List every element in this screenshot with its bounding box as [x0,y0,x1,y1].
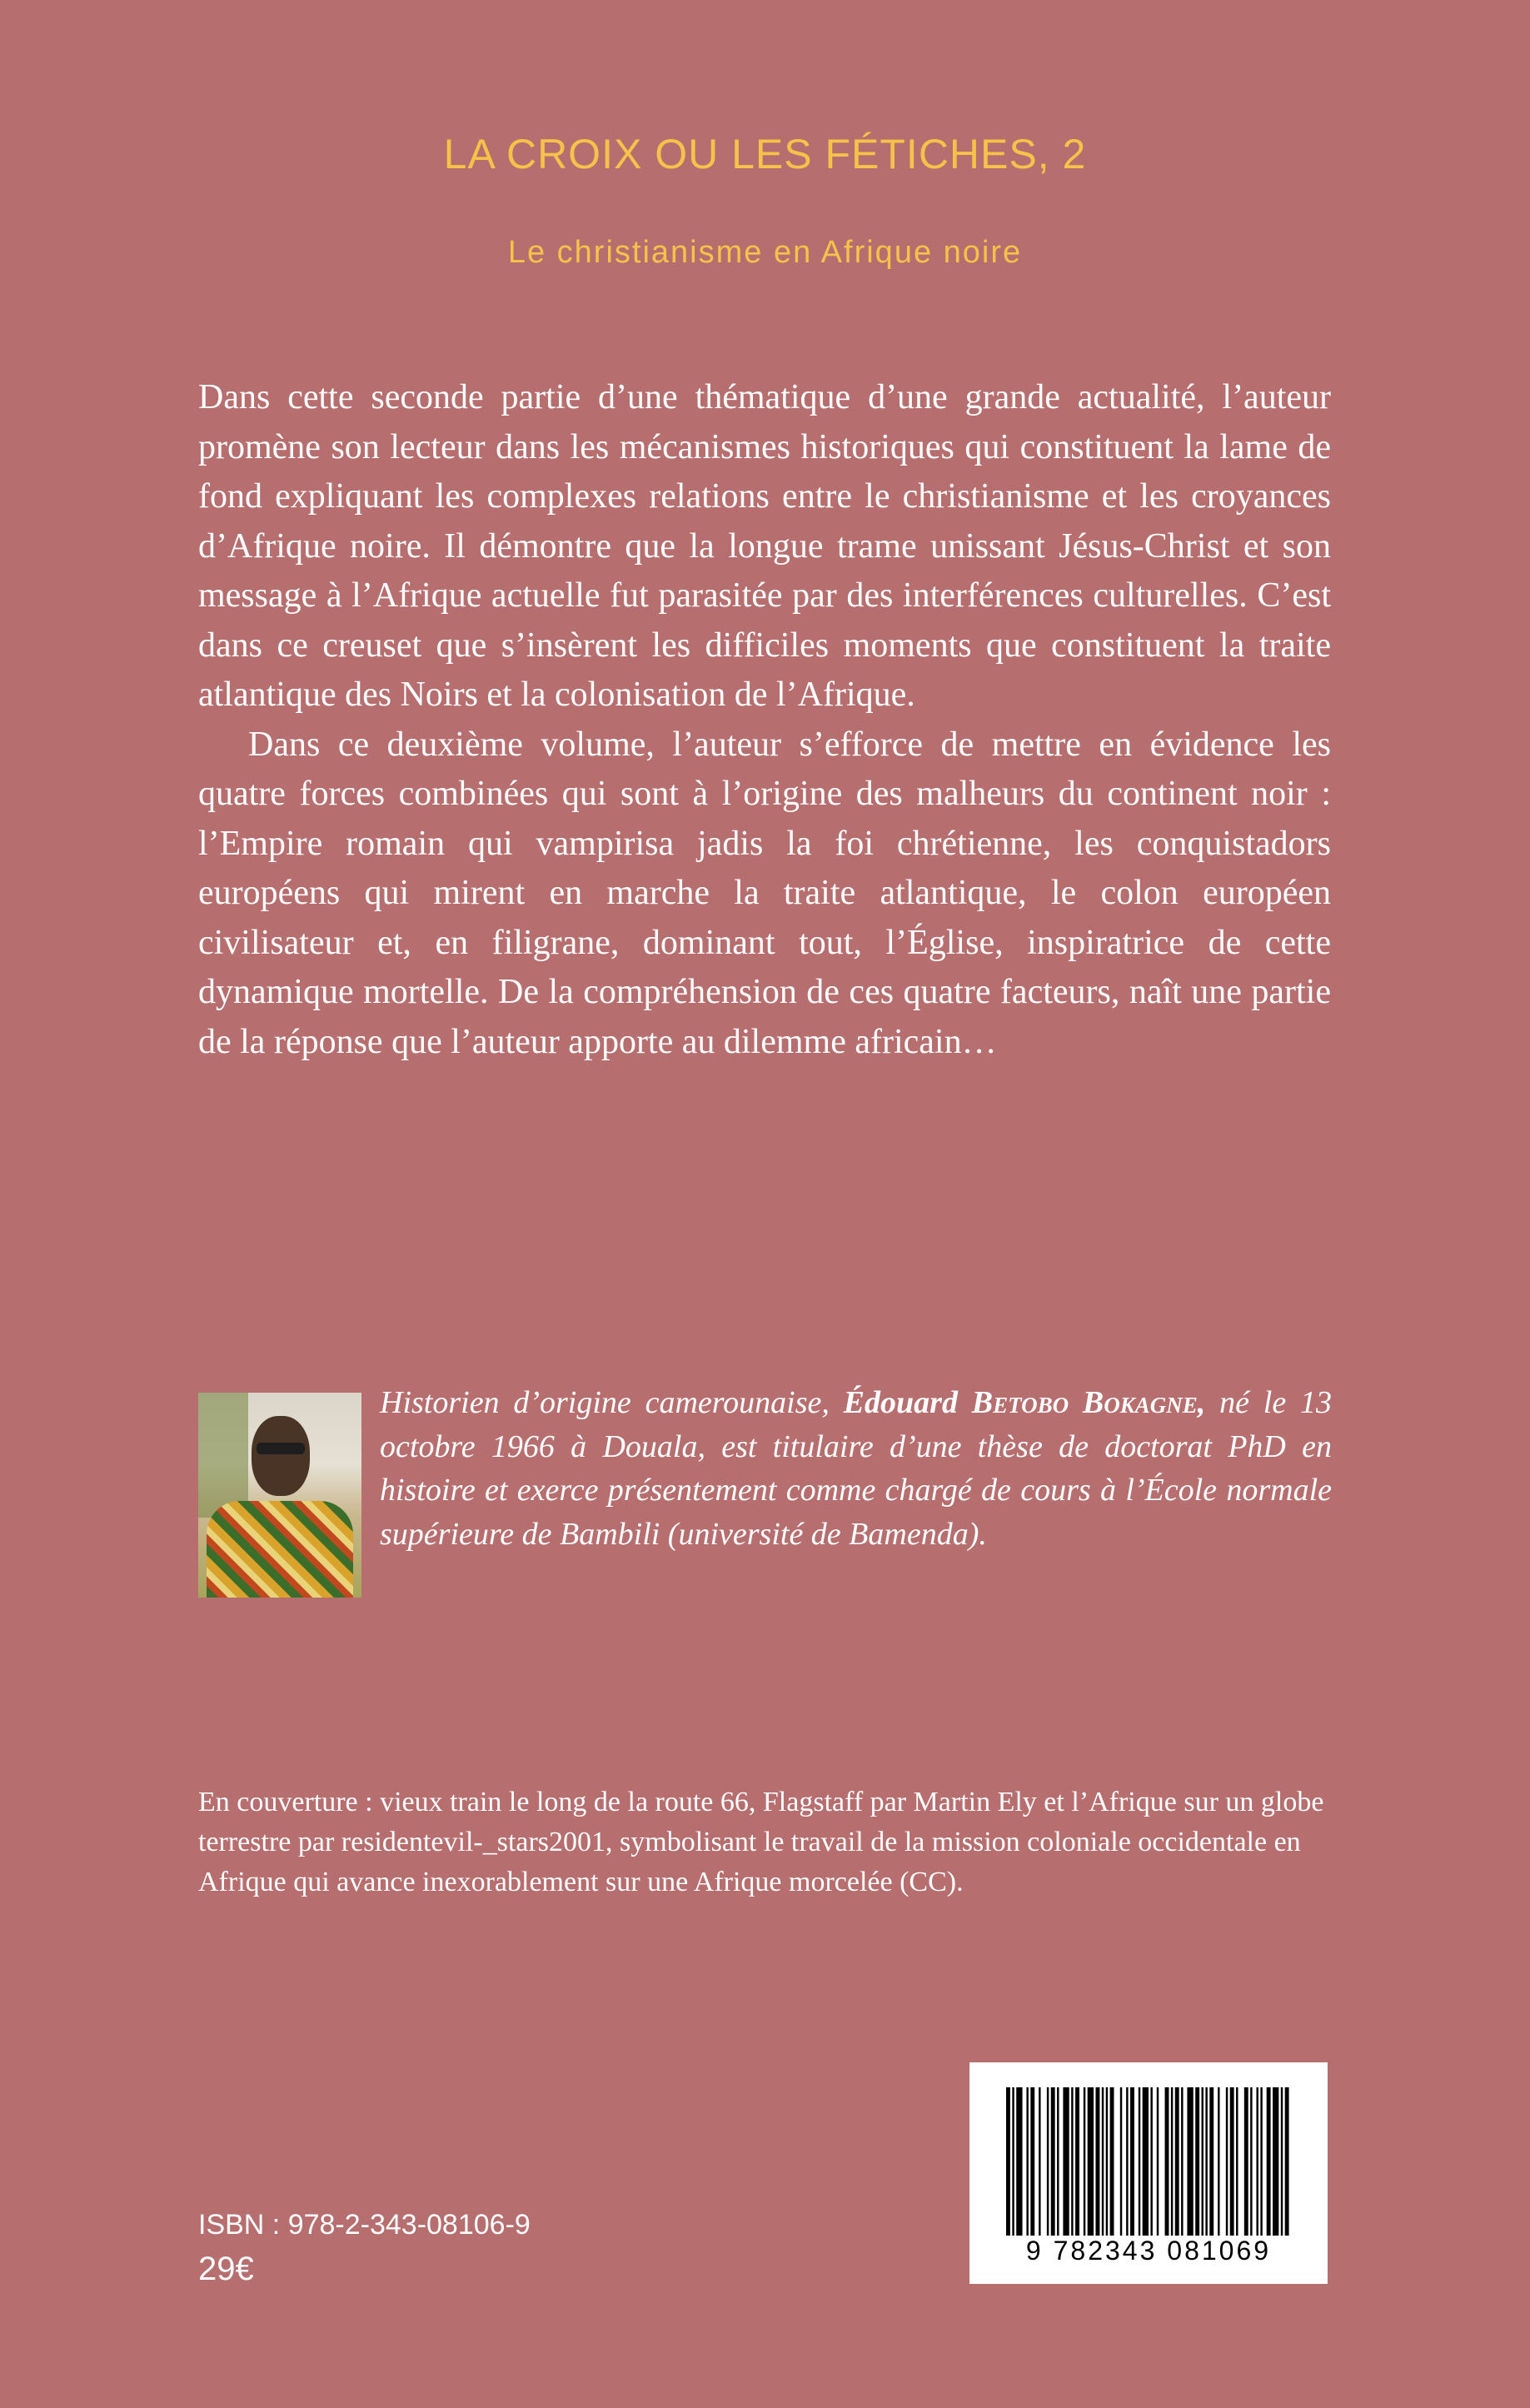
barcode-bar [1226,2087,1228,2236]
barcode-bar [1084,2087,1085,2236]
barcode-bar [1057,2087,1059,2236]
barcode-bar [1250,2087,1252,2236]
barcode-bar [1209,2087,1214,2236]
barcode-bar [1205,2087,1207,2236]
barcode-bar [1088,2087,1094,2236]
barcode-bar [1047,2087,1049,2236]
barcode-bar [1130,2087,1134,2236]
barcode-bar [1120,2087,1122,2236]
photo-head [252,1416,310,1496]
isbn: ISBN : 978-2-343-08106-9 [198,2209,531,2241]
barcode-bar [1150,2087,1152,2236]
price: 29€ [198,2251,254,2287]
barcode-bar [1171,2087,1173,2236]
barcode-bar [1102,2087,1104,2236]
barcode-bar [1256,2087,1258,2236]
barcode-bar [1281,2087,1283,2236]
author-last-name: Betobo Bokagne [971,1385,1198,1420]
barcode-bar [1181,2087,1183,2236]
barcode-bar [1273,2087,1278,2236]
barcode-bar [1218,2087,1219,2236]
barcode-bar [1260,2087,1262,2236]
book-title: LA CROIX OU LES FÉTICHES, 2 [443,131,1087,177]
barcode-bar [1110,2087,1114,2236]
barcode-bar [1006,2087,1010,2236]
barcode-bar [1157,2087,1159,2236]
photo-glasses [257,1443,305,1454]
bio-intro: Historien d’origine camerounaise, [380,1385,844,1420]
barcode-bar [1244,2087,1248,2236]
barcode-bar [1175,2087,1179,2236]
blurb [198,373,1331,1067]
barcode-bar [1106,2087,1108,2236]
photo-shirt [207,1501,353,1598]
cover-credits [198,1782,1331,1902]
barcode [969,2062,1328,2284]
barcode-bar [1143,2087,1149,2236]
author-name [844,1385,1206,1420]
author-first-name: Édouard [843,1385,972,1420]
barcode-bar [1095,2087,1099,2236]
barcode-bar [1236,2087,1238,2236]
barcode-digits: 9 782343 081069 [1025,2236,1272,2266]
barcode-bar [1016,2087,1022,2236]
cover-credits-text: En couverture : vieux train le long de la route 66, Flagstaff par Martin Ely et l’Afrique sur un globe terrestre par residentevil-_stars2001, symbolisant le travail de la mission coloniale occidentale en Afrique qui avance inexorablement sur une Afrique morcelée (CC). [198,1787,1324,1897]
barcode-bar [1165,2087,1169,2236]
barcode-bar [1126,2087,1128,2236]
barcode-bar [1030,2087,1034,2236]
barcode-bar [1075,2087,1079,2236]
author-name-comma: , [1197,1385,1206,1420]
barcode-bar [1071,2087,1073,2236]
barcode-bar [1051,2087,1055,2236]
barcode-bars [1006,2087,1291,2236]
barcode-bar [1285,2087,1289,2236]
barcode-bar [1039,2087,1040,2236]
bio-text: né le 13 octobre 1966 à Douala, est titulaire d’une thèse de doctorat PhD en histoire et exerce présentement comme chargé de cours à l’École normale supérieure de Bambili (université de Bamenda). [380,1385,1333,1552]
author-bio [380,1381,1332,1556]
author-photo [198,1393,361,1598]
barcode-bar [1195,2087,1199,2236]
barcode-bar [1026,2087,1028,2236]
barcode-bar [1267,2087,1271,2236]
barcode-bar [1139,2087,1140,2236]
blurb-paragraph-1: Dans cette seconde partie d’une thématique d’une grande actualité, l’auteur promène son lecteur dans les mécanismes historiques qui constituent la lame de fond expliquant les complexes relations entre le christianisme et les croyances d’Afrique noire. Il démontre que la longue trame unissant Jésus-Christ et son message à l’Afrique actuelle fut parasitée par des interférences culturelles. C’est dans ce creuset que s’insèrent les difficiles moments que constituent la traite atlantique des Noirs et la colonisation de l’Afrique. [198,378,1331,714]
barcode-bar [1230,2087,1234,2236]
photo-background [198,1393,248,1518]
barcode-bar [1187,2087,1193,2236]
barcode-bar [1012,2087,1014,2236]
blurb-paragraph-2: Dans ce deuxième volume, l’auteur s’efforce de mettre en évidence les quatre forces combinées qui sont à l’origine des malheurs du continent noir : l’Empire romain qui vampirisa jadis la foi chrétienne, les conquistadors européens qui mirent en marche la traite atlantique, le colon européen civilisateur et, en filigrane, dominant tout, l’Église, inspiratrice de cette dynamique mortelle. De la compréhension de ces quatre facteurs, naît une partie de la réponse que l’auteur apporte au dilemme africain… [198,725,1331,1061]
book-subtitle: Le christianisme en Afrique noire [507,235,1023,270]
barcode-bar [1063,2087,1069,2236]
barcode-bar [1202,2087,1204,2236]
